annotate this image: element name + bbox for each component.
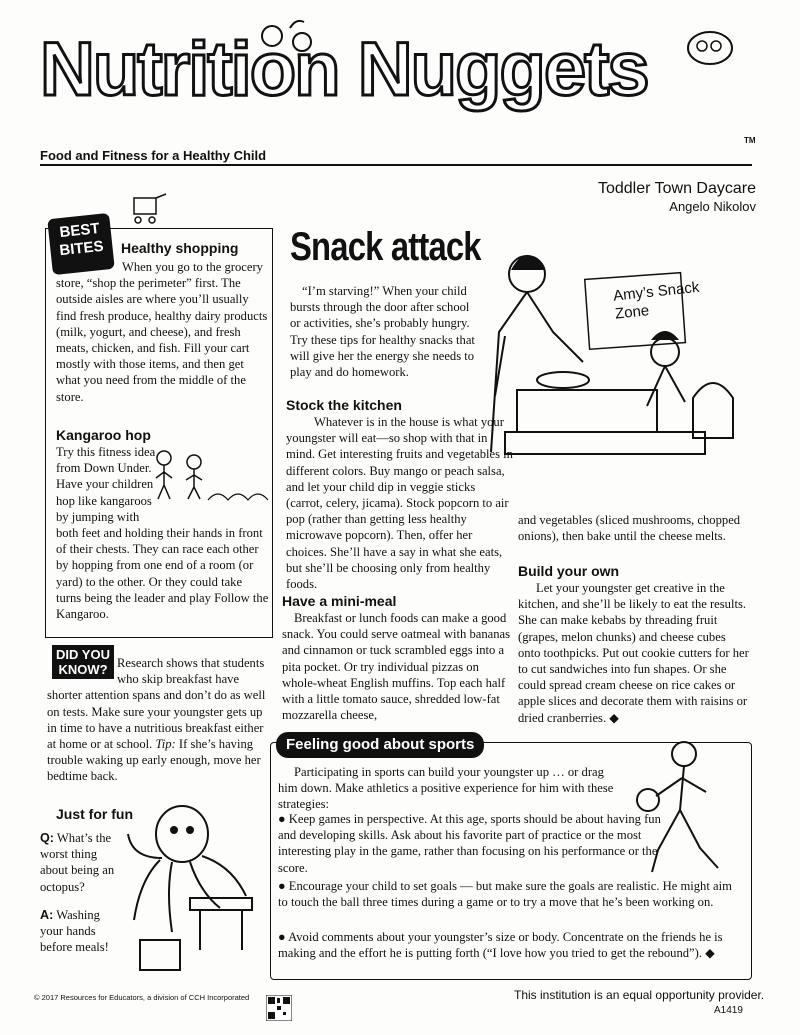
snack-attack-title: Snack attack: [290, 225, 481, 269]
end-mark-icon: ◆: [705, 946, 715, 961]
just-for-fun-heading: Just for fun: [56, 806, 133, 822]
just-for-fun-text: [40, 830, 116, 955]
organization-name: Toddler Town Daycare: [597, 180, 756, 197]
joke-answer: [40, 907, 116, 956]
snack-attack-intro: “I’m starving!” When your child bursts through the door after school or activities, she’s probably hungry. Try these tips for healthy snacks that will give her the energy she needs to play and do homework.: [290, 284, 475, 380]
best-bites-badge-line2: BITES: [58, 237, 105, 260]
build-your-own-body: Let your youngster get creative in the kitchen, and she’ll be likely to eat the results. She can make kebabs by threading fruit (grapes, melon chunks) and cheese cubes onto toothpicks. Put out cookie cutters for her to cut sandwiches into fun shapes. Or she could spread cream cheese on rice cakes or apple slices and decorate them with raisins or dried cranberries.: [518, 581, 749, 725]
stock-the-kitchen-text: Whatever is in the house is what your youngster will eat—so shop with that in mind. Get interesting fruits and vegetables in different colors. Buy mango or peach salsa, and let your child dip in veggie sticks (carrot, celery, jicama). Stock popcorn to air pop (rather than getting less healthy microwave popcorn). Then, offer her choices. She’ll have a say in what she eats, but she’ll be choosing only from healthy foods.: [286, 415, 513, 592]
best-bites-badge-line1: BEST: [58, 220, 101, 242]
sports-bullet-1-text: Keep games in perspective. At this age, sports should be about having fun and developing skills. Ask about his favorite part of practice or the most interesting play in the game, rather than focusing on his performance or the score.: [278, 812, 661, 875]
joke-question-text: What’s the worst thing about being an octopus?: [40, 831, 115, 894]
did-you-know-badge-space: [47, 655, 117, 685]
footer-copyright: © 2017 Resources for Educators, a division of CCH Incorporated: [34, 993, 250, 1002]
shopping-cart-icon: [126, 190, 176, 226]
qr-code-icon: [266, 995, 292, 1021]
sports-intro-text: Participating in sports can build your youngster up … or drag him down. Make athletics a positive experience for him with these strategies:: [278, 765, 614, 812]
joke-q-label: Q:: [40, 831, 54, 845]
mini-meal-heading: Have a mini-meal: [282, 593, 397, 609]
masthead-title: Nutrition Nuggets: [40, 27, 648, 112]
kangaroo-hop-heading: Kangaroo hop: [56, 427, 151, 443]
build-your-own-heading: Build your own: [518, 563, 620, 579]
did-you-know-tip-label: Tip:: [155, 737, 176, 752]
did-you-know-body: Research shows that students who skip breakfast have shorter attention spans and don’t do as well on tests. Make sure your youngster gets up in time to have a nutritious breakfast either at home or at school.: [47, 656, 266, 752]
kitchen-art-sign: Amy’s Snack Zone: [612, 278, 701, 323]
did-you-know-text: [47, 655, 275, 785]
masthead-divider: [40, 164, 752, 166]
did-you-know-badge-line1: DID YOU: [56, 647, 110, 662]
kangaroo-hop-body: Try this fitness idea from Down Under. Have your children hop like kangaroos by jumping with both feet and holding their hands in front of their chests. They can race each other by hopping from one end of a room (or yard) to the other. Or they could take turns being the leader and play Follow the Kangaroo.: [56, 445, 269, 622]
bullet-icon: ●: [278, 930, 286, 944]
joke-answer-text: Washing your hands before meals!: [40, 907, 109, 955]
joke-question: [40, 830, 116, 895]
sports-bullet-3-text: Avoid comments about your youngster’s size or body. Concentrate on the friends he is making and the effort he is putting forth (“I love how you tried to get the rebound”).: [278, 930, 723, 961]
hopping-children-illustration: [150, 448, 270, 512]
sports-heading: Feeling good about sports: [276, 732, 484, 758]
did-you-know-badge-line2: KNOW?: [58, 662, 108, 677]
bullet-icon: ●: [278, 812, 286, 826]
bullet-icon: ●: [278, 879, 286, 893]
sports-bullet-2: [278, 878, 738, 910]
stock-the-kitchen-heading: Stock the kitchen: [286, 397, 402, 413]
person-name: Angelo Nikolov: [669, 199, 756, 214]
octopus-illustration: [120, 800, 270, 975]
sports-bullet-2-text: Encourage your child to set goals — but make sure the goals are realistic. He might aim to touch the ball three times during a game or to try a move that he’s been working on.: [278, 879, 732, 910]
organization-block: [598, 180, 756, 214]
healthy-shopping-heading: Healthy shopping: [121, 240, 239, 256]
masthead: [40, 18, 760, 146]
mini-meal-text: Breakfast or lunch foods can make a good snack. You could serve oatmeal with bananas and cinnamon or tuck scrambled eggs into a pita pocket. Or try individual pizzas on whole-wheat English muffins. Top each half with a little tomato sauce, shredded low-fat mozzarella cheese,: [282, 611, 511, 723]
mini-meal-continued-text: and vegetables (sliced mushrooms, chopped onions), then bake until the cheese melts.: [518, 513, 741, 544]
trademark-mark: TM: [744, 136, 756, 145]
sports-bullet-1: [278, 811, 678, 876]
footer-equal-opportunity: This institution is an equal opportunity provider.: [514, 988, 765, 1002]
build-your-own-text: [518, 580, 750, 726]
did-you-know-tip-text: If she’s having trouble waking up early enough, move her bedtime back.: [47, 737, 261, 784]
end-mark-icon: ◆: [609, 710, 619, 725]
masthead-tagline: Food and Fitness for a Healthy Child: [40, 148, 267, 163]
kitchen-snack-illustration: [475, 240, 750, 470]
footer-code: A1419: [714, 1005, 743, 1016]
joke-a-label: A:: [40, 907, 54, 922]
healthy-shopping-text: When you go to the grocery store, “shop the perimeter” first. The outside aisles are where you’ll usually find fresh produce, healthy dairy products (milk, yogurt, and cheese), and fresh meats, chicken, and fish. Fill your cart mostly with those items, and then get what you need from the middle of the store.: [56, 260, 268, 404]
sports-bullet-3: [278, 929, 738, 961]
